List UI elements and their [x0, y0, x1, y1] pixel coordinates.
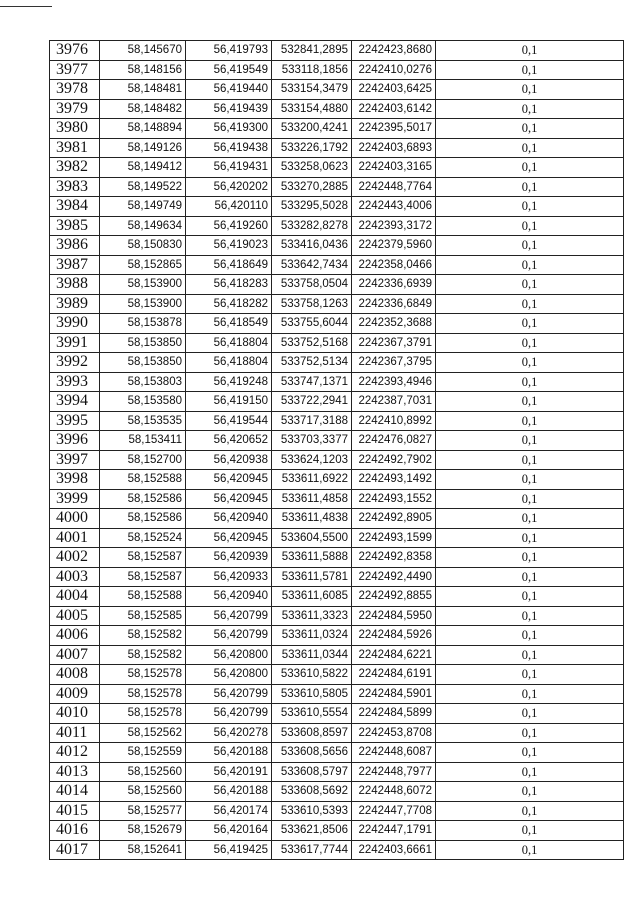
point-number-cell: 4009 [50, 684, 100, 704]
table-row [50, 548, 624, 568]
x-coordinate-cell: 533608,8597 [272, 723, 352, 743]
point-number-cell: 3987 [50, 255, 100, 275]
precision-cell: 0,1 [436, 528, 624, 548]
longitude-cell: 56,419425 [186, 840, 272, 860]
point-number-cell: 4012 [50, 743, 100, 763]
point-number-cell: 3983 [50, 177, 100, 197]
precision-cell: 0,1 [436, 392, 624, 412]
precision-cell: 0,1 [436, 782, 624, 802]
x-coordinate-cell: 533295,5028 [272, 197, 352, 217]
precision-cell: 0,1 [436, 275, 624, 295]
latitude-cell: 58,152582 [100, 645, 186, 665]
precision-cell: 0,1 [436, 626, 624, 646]
table-row [50, 626, 624, 646]
y-coordinate-cell: 2242447,1791 [352, 821, 436, 841]
table-row [50, 353, 624, 373]
x-coordinate-cell: 533611,0344 [272, 645, 352, 665]
point-number-cell: 3999 [50, 489, 100, 509]
longitude-cell: 56,420938 [186, 450, 272, 470]
table-row [50, 528, 624, 548]
y-coordinate-cell: 2242403,6142 [352, 99, 436, 119]
point-number-cell: 3994 [50, 392, 100, 412]
y-coordinate-cell: 2242448,7977 [352, 762, 436, 782]
point-number-cell: 3980 [50, 119, 100, 139]
longitude-cell: 56,420799 [186, 684, 272, 704]
x-coordinate-cell: 533610,5393 [272, 801, 352, 821]
latitude-cell: 58,152700 [100, 450, 186, 470]
x-coordinate-cell: 533611,5888 [272, 548, 352, 568]
precision-cell: 0,1 [436, 197, 624, 217]
y-coordinate-cell: 2242403,6425 [352, 80, 436, 100]
table-row [50, 470, 624, 490]
x-coordinate-cell: 533258,0623 [272, 158, 352, 178]
longitude-cell: 56,420940 [186, 509, 272, 529]
latitude-cell: 58,148482 [100, 99, 186, 119]
precision-cell: 0,1 [436, 801, 624, 821]
latitude-cell: 58,149749 [100, 197, 186, 217]
precision-cell: 0,1 [436, 60, 624, 80]
table-row [50, 119, 624, 139]
y-coordinate-cell: 2242336,6849 [352, 294, 436, 314]
precision-cell: 0,1 [436, 119, 624, 139]
y-coordinate-cell: 2242410,8992 [352, 411, 436, 431]
table-row [50, 333, 624, 353]
precision-cell: 0,1 [436, 723, 624, 743]
longitude-cell: 56,419544 [186, 411, 272, 431]
y-coordinate-cell: 2242403,6893 [352, 138, 436, 158]
precision-cell: 0,1 [436, 158, 624, 178]
y-coordinate-cell: 2242403,6661 [352, 840, 436, 860]
table-row [50, 275, 624, 295]
longitude-cell: 56,418649 [186, 255, 272, 275]
latitude-cell: 58,148156 [100, 60, 186, 80]
x-coordinate-cell: 533758,0504 [272, 275, 352, 295]
latitude-cell: 58,152587 [100, 567, 186, 587]
latitude-cell: 58,152562 [100, 723, 186, 743]
y-coordinate-cell: 2242493,1492 [352, 470, 436, 490]
x-coordinate-cell: 533416,0436 [272, 236, 352, 256]
precision-cell: 0,1 [436, 509, 624, 529]
y-coordinate-cell: 2242367,3795 [352, 353, 436, 373]
table-row [50, 606, 624, 626]
y-coordinate-cell: 2242352,3688 [352, 314, 436, 334]
y-coordinate-cell: 2242387,7031 [352, 392, 436, 412]
longitude-cell: 56,420191 [186, 762, 272, 782]
precision-cell: 0,1 [436, 489, 624, 509]
longitude-cell: 56,419150 [186, 392, 272, 412]
longitude-cell: 56,419260 [186, 216, 272, 236]
precision-cell: 0,1 [436, 840, 624, 860]
longitude-cell: 56,419438 [186, 138, 272, 158]
point-number-cell: 4013 [50, 762, 100, 782]
table-row [50, 41, 624, 61]
point-number-cell: 3977 [50, 60, 100, 80]
x-coordinate-cell: 533624,1203 [272, 450, 352, 470]
latitude-cell: 58,152588 [100, 470, 186, 490]
x-coordinate-cell: 533200,4241 [272, 119, 352, 139]
x-coordinate-cell: 533608,5656 [272, 743, 352, 763]
latitude-cell: 58,152560 [100, 782, 186, 802]
point-number-cell: 4002 [50, 548, 100, 568]
latitude-cell: 58,153535 [100, 411, 186, 431]
table-row [50, 665, 624, 685]
longitude-cell: 56,419439 [186, 99, 272, 119]
y-coordinate-cell: 2242367,3791 [352, 333, 436, 353]
table-row [50, 821, 624, 841]
x-coordinate-cell: 533154,4880 [272, 99, 352, 119]
precision-cell: 0,1 [436, 41, 624, 61]
table-row [50, 489, 624, 509]
x-coordinate-cell: 533608,5797 [272, 762, 352, 782]
longitude-cell: 56,420164 [186, 821, 272, 841]
point-number-cell: 3995 [50, 411, 100, 431]
longitude-cell: 56,420799 [186, 704, 272, 724]
latitude-cell: 58,152679 [100, 821, 186, 841]
y-coordinate-cell: 2242395,5017 [352, 119, 436, 139]
y-coordinate-cell: 2242403,3165 [352, 158, 436, 178]
y-coordinate-cell: 2242492,7902 [352, 450, 436, 470]
precision-cell: 0,1 [436, 567, 624, 587]
y-coordinate-cell: 2242484,5950 [352, 606, 436, 626]
latitude-cell: 58,152865 [100, 255, 186, 275]
table-row [50, 509, 624, 529]
point-number-cell: 4004 [50, 587, 100, 607]
point-number-cell: 4000 [50, 509, 100, 529]
point-number-cell: 3979 [50, 99, 100, 119]
point-number-cell: 3982 [50, 158, 100, 178]
y-coordinate-cell: 2242336,6939 [352, 275, 436, 295]
precision-cell: 0,1 [436, 255, 624, 275]
longitude-cell: 56,420940 [186, 587, 272, 607]
precision-cell: 0,1 [436, 99, 624, 119]
point-number-cell: 4017 [50, 840, 100, 860]
point-number-cell: 3986 [50, 236, 100, 256]
table-row [50, 801, 624, 821]
table-row [50, 684, 624, 704]
y-coordinate-cell: 2242448,6087 [352, 743, 436, 763]
point-number-cell: 4005 [50, 606, 100, 626]
latitude-cell: 58,153900 [100, 294, 186, 314]
y-coordinate-cell: 2242492,8905 [352, 509, 436, 529]
x-coordinate-cell: 533752,5168 [272, 333, 352, 353]
longitude-cell: 56,419549 [186, 60, 272, 80]
precision-cell: 0,1 [436, 333, 624, 353]
x-coordinate-cell: 533722,2941 [272, 392, 352, 412]
point-number-cell: 3984 [50, 197, 100, 217]
longitude-cell: 56,420799 [186, 626, 272, 646]
x-coordinate-cell: 533621,8506 [272, 821, 352, 841]
precision-cell: 0,1 [436, 645, 624, 665]
precision-cell: 0,1 [436, 294, 624, 314]
longitude-cell: 56,420800 [186, 665, 272, 685]
x-coordinate-cell: 532841,2895 [272, 41, 352, 61]
table-row [50, 645, 624, 665]
table-row [50, 782, 624, 802]
x-coordinate-cell: 533610,5554 [272, 704, 352, 724]
latitude-cell: 58,153580 [100, 392, 186, 412]
y-coordinate-cell: 2242484,6221 [352, 645, 436, 665]
longitude-cell: 56,419300 [186, 119, 272, 139]
precision-cell: 0,1 [436, 450, 624, 470]
longitude-cell: 56,420202 [186, 177, 272, 197]
point-number-cell: 3991 [50, 333, 100, 353]
x-coordinate-cell: 533617,7744 [272, 840, 352, 860]
y-coordinate-cell: 2242448,7764 [352, 177, 436, 197]
y-coordinate-cell: 2242484,6191 [352, 665, 436, 685]
y-coordinate-cell: 2242492,8855 [352, 587, 436, 607]
longitude-cell: 56,418549 [186, 314, 272, 334]
point-number-cell: 4006 [50, 626, 100, 646]
longitude-cell: 56,420799 [186, 606, 272, 626]
latitude-cell: 58,152582 [100, 626, 186, 646]
table-row [50, 255, 624, 275]
longitude-cell: 56,419431 [186, 158, 272, 178]
y-coordinate-cell: 2242423,8680 [352, 41, 436, 61]
point-number-cell: 3993 [50, 372, 100, 392]
precision-cell: 0,1 [436, 314, 624, 334]
x-coordinate-cell: 533118,1856 [272, 60, 352, 80]
longitude-cell: 56,418283 [186, 275, 272, 295]
table-row [50, 314, 624, 334]
point-number-cell: 4016 [50, 821, 100, 841]
table-row [50, 372, 624, 392]
y-coordinate-cell: 2242453,8708 [352, 723, 436, 743]
latitude-cell: 58,148481 [100, 80, 186, 100]
y-coordinate-cell: 2242447,7708 [352, 801, 436, 821]
x-coordinate-cell: 533717,3188 [272, 411, 352, 431]
point-number-cell: 4008 [50, 665, 100, 685]
precision-cell: 0,1 [436, 411, 624, 431]
x-coordinate-cell: 533610,5822 [272, 665, 352, 685]
table-row [50, 704, 624, 724]
latitude-cell: 58,149634 [100, 216, 186, 236]
precision-cell: 0,1 [436, 548, 624, 568]
x-coordinate-cell: 533758,1263 [272, 294, 352, 314]
x-coordinate-cell: 533703,3377 [272, 431, 352, 451]
x-coordinate-cell: 533611,5781 [272, 567, 352, 587]
longitude-cell: 56,418804 [186, 333, 272, 353]
point-number-cell: 4015 [50, 801, 100, 821]
longitude-cell: 56,420278 [186, 723, 272, 743]
latitude-cell: 58,149126 [100, 138, 186, 158]
y-coordinate-cell: 2242443,4006 [352, 197, 436, 217]
latitude-cell: 58,152587 [100, 548, 186, 568]
x-coordinate-cell: 533611,4858 [272, 489, 352, 509]
latitude-cell: 58,152524 [100, 528, 186, 548]
y-coordinate-cell: 2242410,0276 [352, 60, 436, 80]
table-row [50, 158, 624, 178]
longitude-cell: 56,420945 [186, 489, 272, 509]
point-number-cell: 3997 [50, 450, 100, 470]
longitude-cell: 56,420188 [186, 743, 272, 763]
table-row [50, 411, 624, 431]
point-number-cell: 3996 [50, 431, 100, 451]
y-coordinate-cell: 2242393,3172 [352, 216, 436, 236]
latitude-cell: 58,152641 [100, 840, 186, 860]
coordinates-table-body [50, 41, 624, 860]
latitude-cell: 58,152560 [100, 762, 186, 782]
latitude-cell: 58,152588 [100, 587, 186, 607]
table-row [50, 80, 624, 100]
longitude-cell: 56,418804 [186, 353, 272, 373]
latitude-cell: 58,152586 [100, 489, 186, 509]
latitude-cell: 58,152559 [100, 743, 186, 763]
precision-cell: 0,1 [436, 431, 624, 451]
precision-cell: 0,1 [436, 606, 624, 626]
x-coordinate-cell: 533642,7434 [272, 255, 352, 275]
y-coordinate-cell: 2242493,1599 [352, 528, 436, 548]
precision-cell: 0,1 [436, 704, 624, 724]
table-row [50, 723, 624, 743]
coordinates-table [49, 40, 624, 860]
y-coordinate-cell: 2242493,1552 [352, 489, 436, 509]
longitude-cell: 56,418282 [186, 294, 272, 314]
latitude-cell: 58,152585 [100, 606, 186, 626]
x-coordinate-cell: 533608,5692 [272, 782, 352, 802]
latitude-cell: 58,149522 [100, 177, 186, 197]
x-coordinate-cell: 533604,5500 [272, 528, 352, 548]
latitude-cell: 58,152578 [100, 684, 186, 704]
point-number-cell: 3990 [50, 314, 100, 334]
y-coordinate-cell: 2242484,5901 [352, 684, 436, 704]
latitude-cell: 58,152578 [100, 704, 186, 724]
longitude-cell: 56,420800 [186, 645, 272, 665]
x-coordinate-cell: 533154,3479 [272, 80, 352, 100]
latitude-cell: 58,153850 [100, 353, 186, 373]
precision-cell: 0,1 [436, 353, 624, 373]
point-number-cell: 4010 [50, 704, 100, 724]
longitude-cell: 56,419440 [186, 80, 272, 100]
latitude-cell: 58,145670 [100, 41, 186, 61]
table-row [50, 567, 624, 587]
longitude-cell: 56,420110 [186, 197, 272, 217]
y-coordinate-cell: 2242393,4946 [352, 372, 436, 392]
x-coordinate-cell: 533752,5134 [272, 353, 352, 373]
longitude-cell: 56,420188 [186, 782, 272, 802]
table-row [50, 392, 624, 412]
table-row [50, 840, 624, 860]
point-number-cell: 3976 [50, 41, 100, 61]
latitude-cell: 58,152577 [100, 801, 186, 821]
point-number-cell: 4001 [50, 528, 100, 548]
y-coordinate-cell: 2242484,5899 [352, 704, 436, 724]
precision-cell: 0,1 [436, 138, 624, 158]
longitude-cell: 56,420933 [186, 567, 272, 587]
y-coordinate-cell: 2242358,0466 [352, 255, 436, 275]
x-coordinate-cell: 533747,1371 [272, 372, 352, 392]
y-coordinate-cell: 2242476,0827 [352, 431, 436, 451]
longitude-cell: 56,420652 [186, 431, 272, 451]
latitude-cell: 58,153850 [100, 333, 186, 353]
longitude-cell: 56,419248 [186, 372, 272, 392]
table-row [50, 743, 624, 763]
precision-cell: 0,1 [436, 177, 624, 197]
precision-cell: 0,1 [436, 236, 624, 256]
precision-cell: 0,1 [436, 743, 624, 763]
longitude-cell: 56,420939 [186, 548, 272, 568]
point-number-cell: 4011 [50, 723, 100, 743]
precision-cell: 0,1 [436, 821, 624, 841]
latitude-cell: 58,150830 [100, 236, 186, 256]
table-row [50, 177, 624, 197]
point-number-cell: 3992 [50, 353, 100, 373]
table-row [50, 294, 624, 314]
table-row [50, 197, 624, 217]
latitude-cell: 58,153878 [100, 314, 186, 334]
point-number-cell: 3988 [50, 275, 100, 295]
x-coordinate-cell: 533226,1792 [272, 138, 352, 158]
longitude-cell: 56,420945 [186, 528, 272, 548]
point-number-cell: 3989 [50, 294, 100, 314]
precision-cell: 0,1 [436, 470, 624, 490]
x-coordinate-cell: 533610,5805 [272, 684, 352, 704]
x-coordinate-cell: 533611,4838 [272, 509, 352, 529]
point-number-cell: 3978 [50, 80, 100, 100]
point-number-cell: 4003 [50, 567, 100, 587]
y-coordinate-cell: 2242492,8358 [352, 548, 436, 568]
latitude-cell: 58,152578 [100, 665, 186, 685]
table-row [50, 138, 624, 158]
latitude-cell: 58,153411 [100, 431, 186, 451]
y-coordinate-cell: 2242448,6072 [352, 782, 436, 802]
precision-cell: 0,1 [436, 372, 624, 392]
table-row [50, 99, 624, 119]
table-row [50, 587, 624, 607]
table-row [50, 762, 624, 782]
table-row [50, 450, 624, 470]
latitude-cell: 58,153900 [100, 275, 186, 295]
point-number-cell: 3998 [50, 470, 100, 490]
latitude-cell: 58,148894 [100, 119, 186, 139]
table-row [50, 60, 624, 80]
point-number-cell: 4014 [50, 782, 100, 802]
page-corner-rule [0, 6, 52, 7]
latitude-cell: 58,153803 [100, 372, 186, 392]
y-coordinate-cell: 2242379,5960 [352, 236, 436, 256]
point-number-cell: 3981 [50, 138, 100, 158]
table-row [50, 431, 624, 451]
latitude-cell: 58,149412 [100, 158, 186, 178]
longitude-cell: 56,420945 [186, 470, 272, 490]
longitude-cell: 56,419793 [186, 41, 272, 61]
point-number-cell: 4007 [50, 645, 100, 665]
precision-cell: 0,1 [436, 587, 624, 607]
x-coordinate-cell: 533611,0324 [272, 626, 352, 646]
precision-cell: 0,1 [436, 216, 624, 236]
longitude-cell: 56,420174 [186, 801, 272, 821]
x-coordinate-cell: 533611,6922 [272, 470, 352, 490]
precision-cell: 0,1 [436, 665, 624, 685]
x-coordinate-cell: 533270,2885 [272, 177, 352, 197]
x-coordinate-cell: 533611,3323 [272, 606, 352, 626]
precision-cell: 0,1 [436, 762, 624, 782]
y-coordinate-cell: 2242484,5926 [352, 626, 436, 646]
longitude-cell: 56,419023 [186, 236, 272, 256]
precision-cell: 0,1 [436, 80, 624, 100]
y-coordinate-cell: 2242492,4490 [352, 567, 436, 587]
precision-cell: 0,1 [436, 684, 624, 704]
table-row [50, 216, 624, 236]
x-coordinate-cell: 533282,8278 [272, 216, 352, 236]
point-number-cell: 3985 [50, 216, 100, 236]
x-coordinate-cell: 533611,6085 [272, 587, 352, 607]
table-row [50, 236, 624, 256]
latitude-cell: 58,152586 [100, 509, 186, 529]
x-coordinate-cell: 533755,6044 [272, 314, 352, 334]
